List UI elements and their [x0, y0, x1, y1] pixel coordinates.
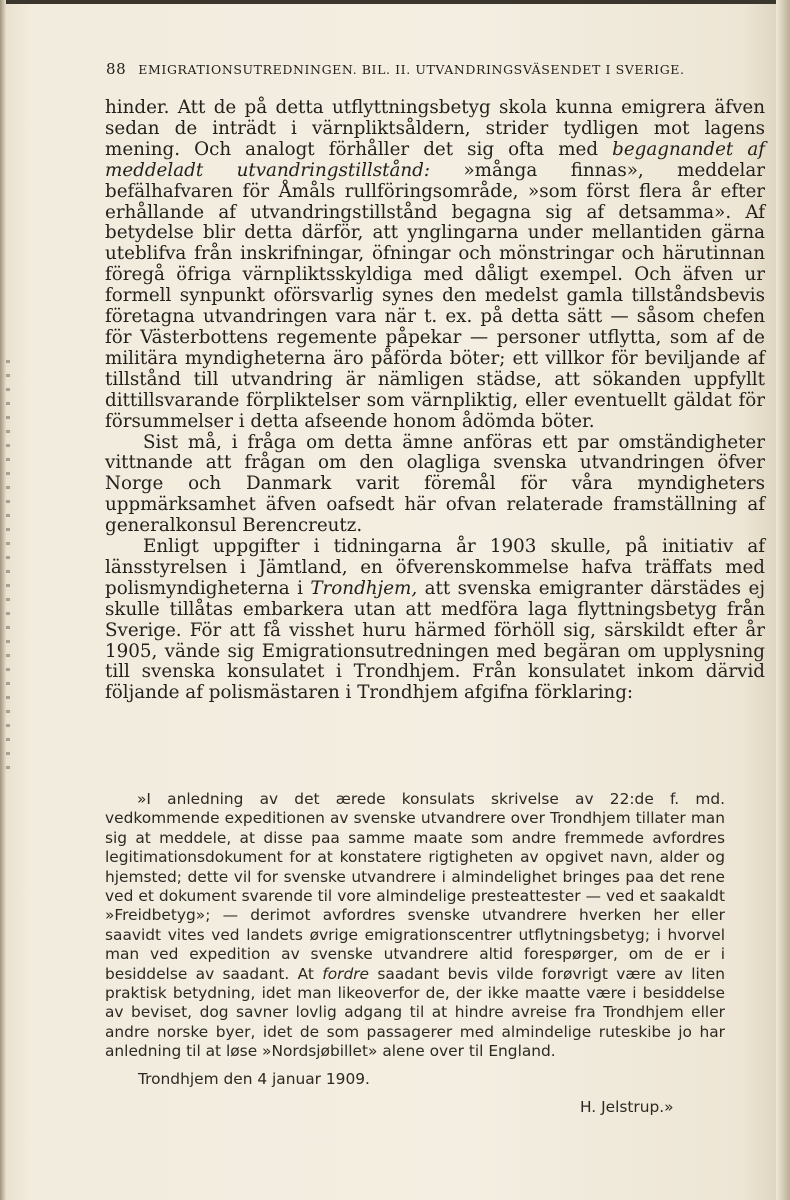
quoted-letter [105, 790, 725, 1062]
body-text [105, 98, 765, 704]
emphasis: fordre [322, 964, 370, 983]
text-run: saadant bevis vilde forøvrigt være av liten praktisk betydning, idet man likeoverfor de, der ikke maatte være i besiddelse av beviset, dog savner lovlig adgang til at hindre avreise fra Trondhjem eller andre norske byer, idet de som passagerer med almindelige ruteskibe jo har anledning til at løse »Nordsjøbillet» alene over til England. [105, 964, 726, 1061]
running-header [106, 62, 766, 80]
paragraph-2: Sist må, i fråga om detta ämne anföras ett par omständigheter vittnande att frågan om den olagliga svenska utvandringen öfver Norge och Danmark varit föremål för våra myndigheters uppmärksamhet äfven oafsedt här ofvan relaterade framställning af generalkonsul Berencreutz. [105, 431, 765, 537]
margin-marks [6, 360, 10, 780]
paragraph-3 [105, 537, 765, 704]
quote-paragraph [105, 790, 725, 1062]
text-run: Enligt uppgifter i tidningarna år 1903 skulle, på initiativ af länsstyrelsen i Jämtland, en öfverenskommelse hafva träffats med polismyndigheterna i [105, 536, 765, 599]
text-run: »I anledning av det ærede konsulats skrivelse av 22:de f. md. vedkommende expeditionen av svenske utvandrere over Trondhjem tillater man sig at meddele, at disse paa samme maate som andre fremmede avfordres legitimationsdokument for at konstatere rigtigheten av opgivet navn, alder og hjemsted; dette vil for svenske utvandrere i almindelighet bringes paa det rene ved et dokument svarende til vore almindelige presteattester — ved et saakaldt »Freidbetyg»; — derimot avfordres svenske utvandrere hverken her eller saavidt vites ved landets øvrige emigrationscentrer utflytningsbetyg; i hvorvel man ved expedition av svenske utvandrere altid forespørger, om de er i besiddelse av saadant. At [105, 790, 725, 983]
paragraph-1 [105, 98, 765, 433]
letter-signature: H. Jelstrup.» [580, 1098, 674, 1116]
text-run: att svenska emigranter därstädes ej skulle tillåtas embarkera utan att medföra laga flyttningsbetyg från Sverige. För att få visshet huru härmed förhöll sig, särskildt efter år 1905, vände sig Emigrationsutredningen med begäran om upplysning till svenska konsulatet i Trondhjem. Från konsulatet inkom därvid följande af polismästaren i Trondhjem afgifna förklaring: [105, 577, 765, 704]
page-edge [776, 0, 790, 1200]
text-run: »många finnas», meddelar befälhafvaren för Åmåls rullföringsområde, »som först flera år efter erhållande af utvandringstillstånd begagna sig af detsamma». Af betydelse blir detta därför, att ynglingarna under mellantiden gärna uteblifva från inskrifningar, öfningar och mönstringar och härutinnan föregå öfriga värnpliktsskyldiga med dåligt exempel. Och äfven ur formell synpunkt oförsvarlig synes den medelst gamla tillståndsbevis företagna utvandringen vara när t. ex. på detta sätt — såsom chefen för Västerbottens regemente påpekar — personer utflytta, som af de militära myndigheterna äro påförda böter; ett villkor för beviljande af tillstånd till utvandring är nämligen städse, att sökanden uppfyllt dittillsvarande förpliktelser som värnpliktig, eller eventuellt gäldat för försummelser i detta afseende honom ådömda böter. [105, 159, 766, 432]
running-title: EMIGRATIONSUTREDNINGEN. BIL. II. UTVANDRINGSVÄSENDET I SVERIGE. [138, 62, 685, 77]
emphasis: begagnandet af meddeladt utvandringstillstånd: [105, 138, 765, 181]
page-number: 88 [106, 60, 127, 78]
emphasis: Trondhjem, [310, 577, 418, 599]
top-edge [0, 0, 790, 4]
text-run: hinder. Att de på detta utflyttningsbetyg skola kunna emigrera äfven sedan de inträdt i värnpliktsåldern, strider tydligen mot lagens mening. Och analogt förhåller det sig ofta med [105, 97, 765, 160]
letter-dateline: Trondhjem den 4 januar 1909. [138, 1070, 370, 1088]
